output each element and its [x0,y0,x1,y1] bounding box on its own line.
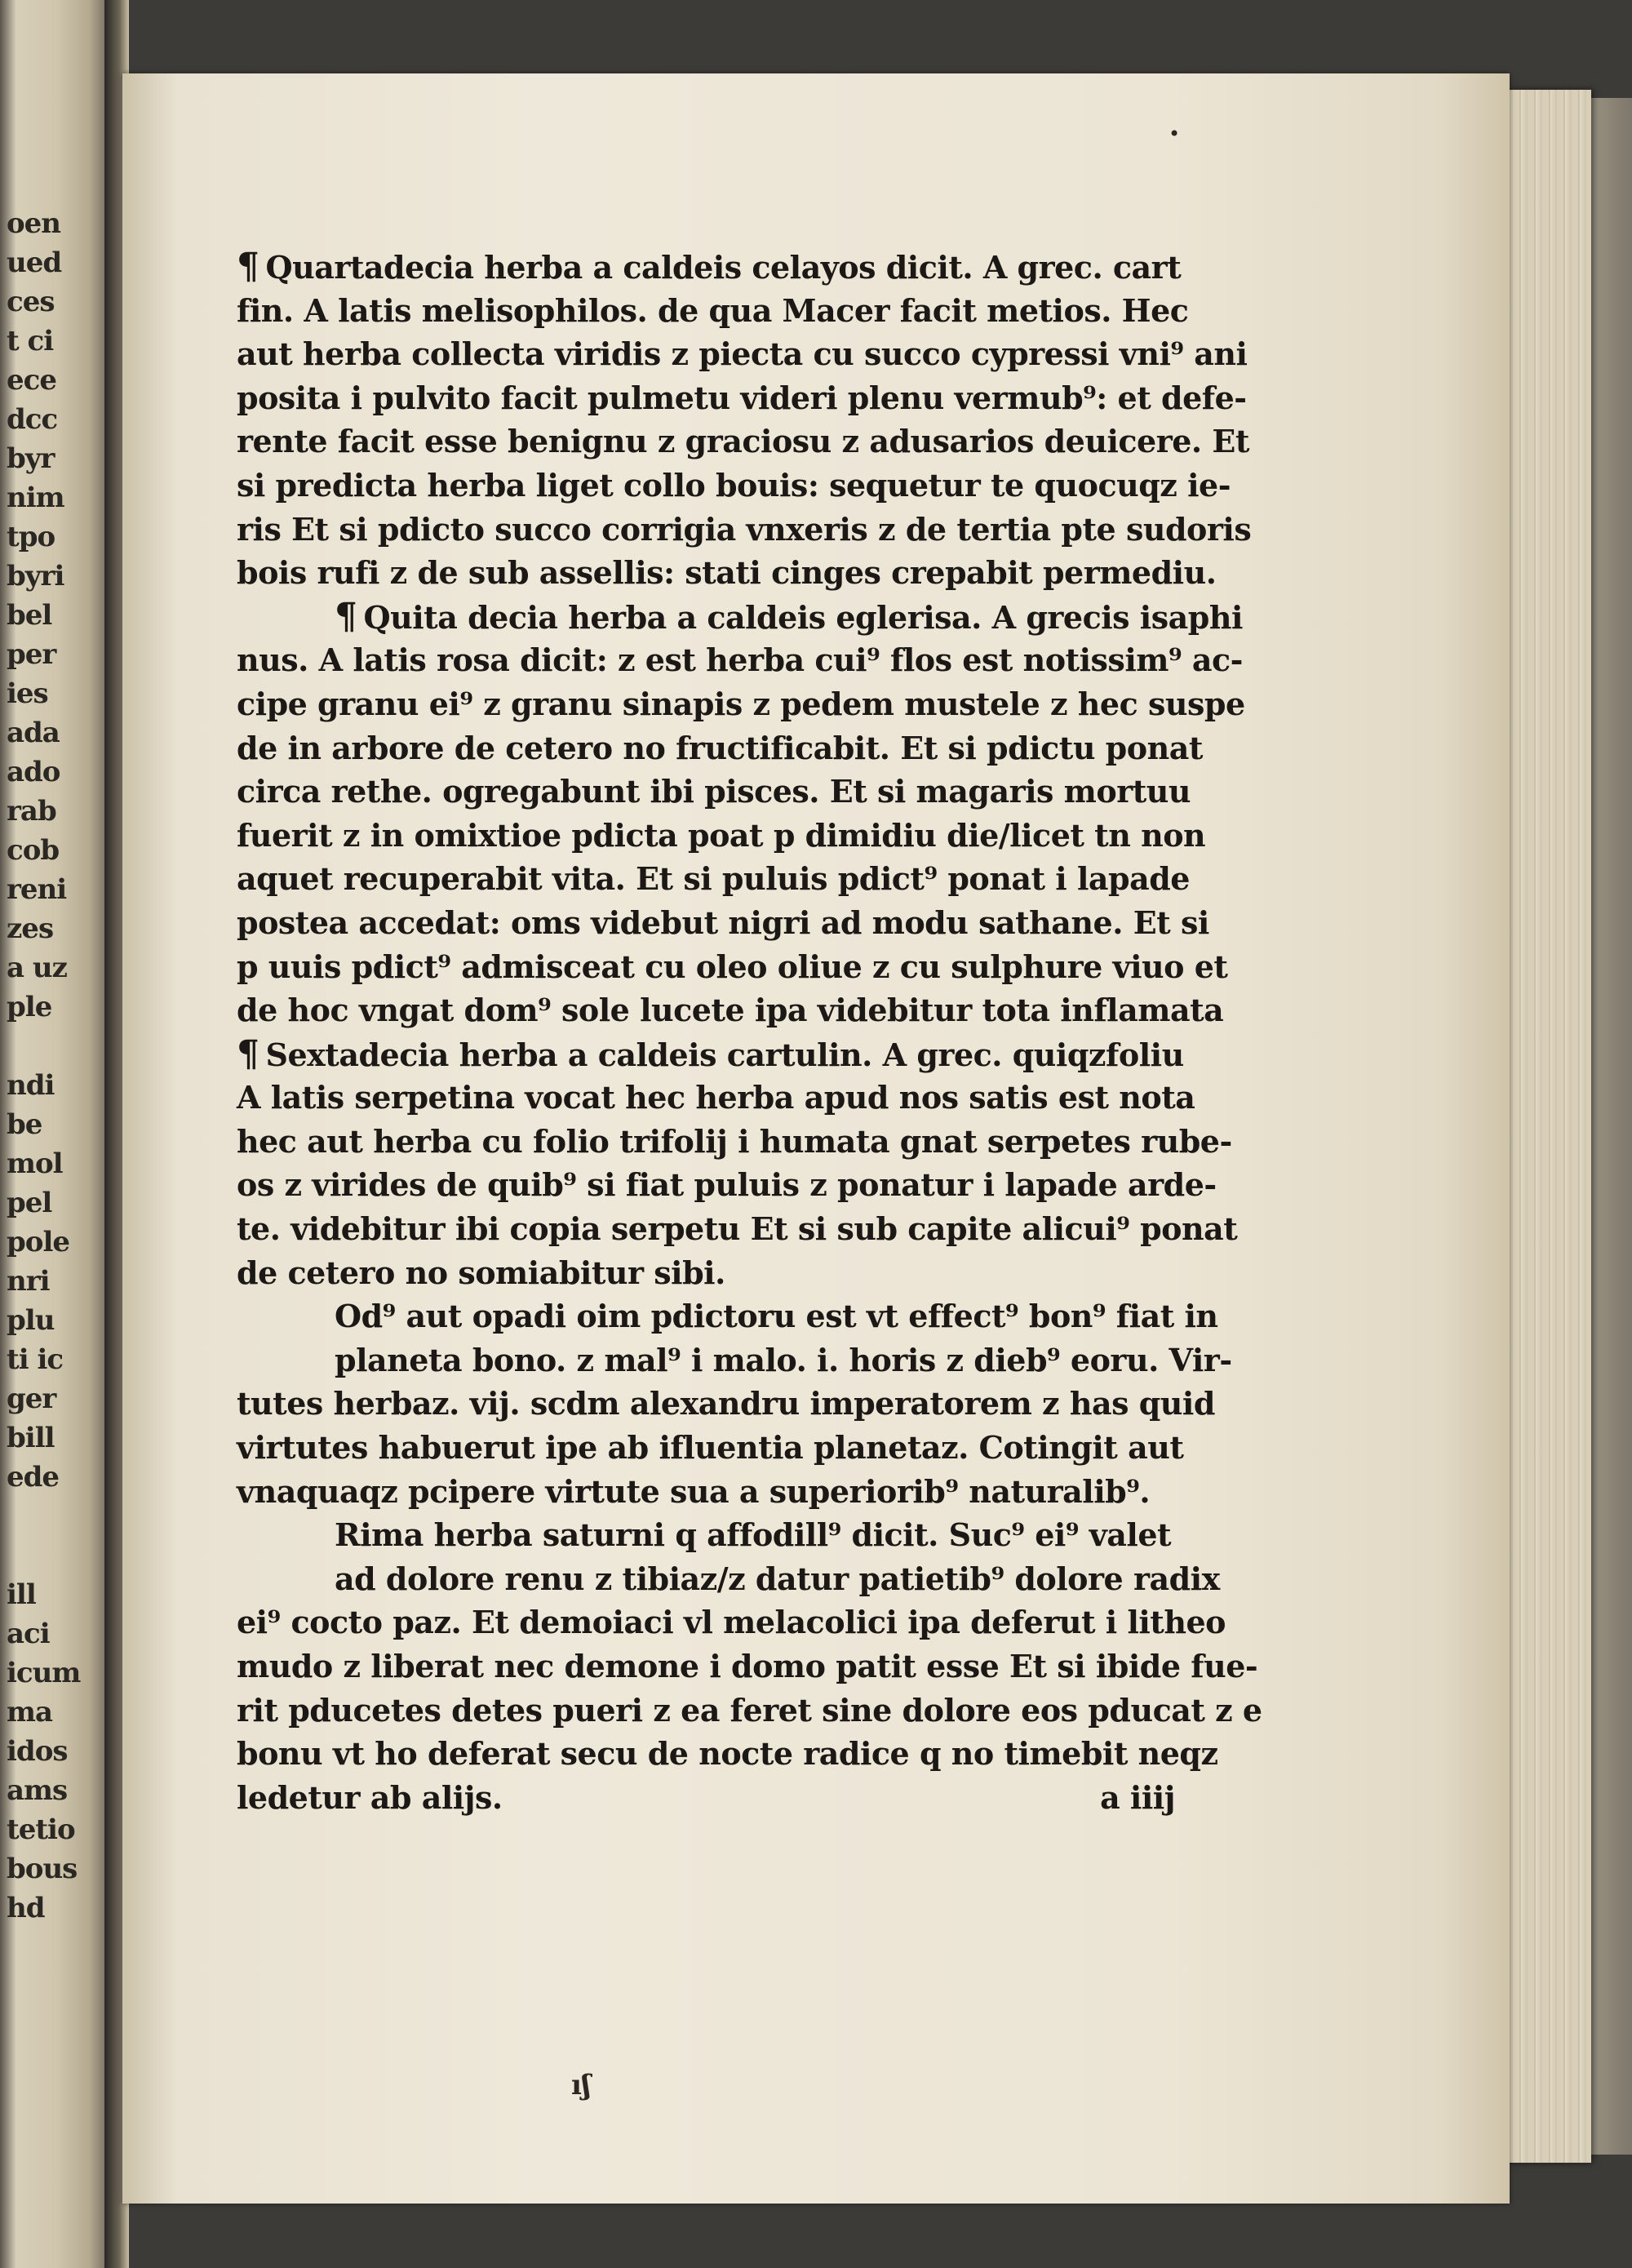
top-page-mark: • [1169,122,1181,145]
text-line [237,1032,1297,1076]
left-fragment-line: ece [7,364,56,397]
text-line [237,1732,1297,1776]
left-fragment-line: tpo [7,521,55,553]
left-fragment-line [7,2006,103,2045]
left-fragment-line: bill [7,1422,55,1454]
text-line [237,1294,1297,1338]
left-fragment-line [7,2045,103,2084]
text-line [237,1557,1297,1601]
left-fragment-line: ada [7,717,60,749]
text-line [237,332,1297,376]
left-fragment-line: pel [7,1187,52,1219]
left-fragment-line [7,1027,103,1066]
left-fragment-line: nim [7,482,64,514]
text-line [237,419,1297,464]
text-line-content: planeta bono. z mal⁹ i malo. i. horis z dieb⁹ eoru. Vir- [335,1341,1232,1378]
text-line [237,245,1297,289]
left-fragment-line: idos [7,1735,68,1768]
left-fragment-line [7,2084,103,2124]
text-line-content: de hoc vngat dom⁹ sole lucete ipa videbitur tota inflamata [237,992,1224,1029]
left-fragment-line: cob [7,834,60,867]
left-fragment-line: ple [7,991,52,1023]
left-fragment-line: dcc [7,403,58,436]
pilcrow-mark: ¶ [335,595,357,637]
text-line-content: circa rethe. ogregabunt ibi pisces. Et si magaris mortuu [237,773,1191,810]
left-fragment-line: ces [7,286,55,318]
left-fragment-line: ger [7,1383,56,1415]
text-line [237,1076,1297,1120]
text-line-content: virtutes habuerut ipe ab ifluentia planetaz. Cotingit aut [237,1429,1184,1467]
text-line-content: cipe granu ei⁹ z granu sinapis z pedem mustele z hec suspe [237,685,1245,722]
text-line-content: si predicta herba liget collo bouis: sequetur te quocuqz ie- [237,466,1231,504]
pilcrow-mark: ¶ [237,246,259,287]
text-line [237,551,1297,595]
text-line [237,376,1297,420]
text-line-content: posita i pulvito facit pulmetu videri plenu vermub⁹: et defe- [237,379,1247,416]
text-line-content: vnaquaqz pcipere virtute sua a superiorib⁹ naturalib⁹. [237,1472,1151,1510]
left-fragment-line: byri [7,560,64,593]
text-line [237,1776,1297,1820]
text-line-content: aut herba collecta viridis z piecta cu succo cypressi vni⁹ ani [237,335,1248,373]
text-line [237,1120,1297,1164]
text-line [237,682,1297,726]
text-line [237,1644,1297,1689]
text-line-content: fuerit z in omixtioe pdicta poat p dimidiu die/licet tn non [237,816,1206,854]
text-line-content: de cetero no somiabitur sibi. [237,1254,725,1291]
text-line-content: bois rufi z de sub assellis: stati cinges crepabit permediu. [237,554,1217,592]
text-line [237,945,1297,989]
left-fragment-line: ies [7,677,48,710]
left-fragment-line [7,1536,103,1575]
text-line [237,638,1297,682]
left-fragment-line: tetio [7,1813,75,1846]
left-fragment-line: ams [7,1774,68,1807]
text-line [237,988,1297,1032]
text-line [237,1600,1297,1644]
left-fragment-line: ede [7,1461,60,1494]
text-line-content: aquet recuperabit vita. Et si puluis pdict⁹ ponat i lapade [237,860,1190,898]
text-line [237,770,1297,814]
text-line-content: ad dolore renu z tibiaz/z datur patietib⁹ dolore radix [335,1560,1220,1597]
left-fragment-line: pole [7,1226,69,1258]
text-line [237,464,1297,508]
text-line [237,1382,1297,1426]
bottom-page-mark: ıʃ [571,2069,592,2102]
text-line-content: bonu vt ho deferat secu de nocte radice q no timebit neqz [237,1735,1218,1773]
left-fragment-line: icum [7,1657,81,1689]
left-fragment-line: byr [7,442,55,475]
left-fragment-line: reni [7,873,67,906]
left-fragment-line: a uz [7,952,67,984]
text-line [237,1251,1297,1295]
left-fragment-line: ma [7,1696,53,1729]
left-fragment-line: ti ic [7,1343,64,1376]
text-line-content: Quartadecia herba a caldeis celayos dicit. A grec. cart [265,249,1182,286]
text-line-content: ris Et si pdicto succo corrigia vnxeris z de tertia pte sudoris [237,510,1252,548]
text-line [237,595,1297,639]
left-fragment-line: ill [7,1578,36,1611]
text-line-content: mudo z liberat nec demone i domo patit esse Et si ibide fue- [237,1648,1258,1684]
left-fragment-line: ued [7,246,62,279]
text-line [237,1470,1297,1514]
text-line-content: tutes herbaz. vij. scdm alexandru imperatorem z has quid [237,1385,1215,1422]
text-line [237,508,1297,552]
left-fragment-line: aci [7,1618,50,1650]
left-fragment-line: bous [7,1853,78,1885]
text-line-content: ledetur ab alijs. [237,1778,503,1816]
text-line-content: nus. A latis rosa dicit: z est herba cui⁹ flos est notissim⁹ ac- [237,641,1243,679]
left-fragment-line: be [7,1108,42,1141]
text-line-content: de in arbore de cetero no fructificabit. Et si pdictu ponat [237,729,1203,766]
left-fragment-line: nri [7,1265,50,1298]
text-line [237,1513,1297,1557]
left-fragment-line: mol [7,1147,63,1180]
signature-mark: a iiij [1100,1778,1175,1816]
page-text-block [237,245,1297,1819]
text-line-content: rente facit esse benignu z graciosu z adusarios deuicere. Et [237,423,1249,460]
text-line-content: hec aut herba cu folio trifolij i humata gnat serpetes rube- [237,1122,1232,1160]
text-line-content: A latis serpetina vocat hec herba apud nos satis est nota [237,1079,1195,1116]
left-fragment-line: oen [7,207,61,240]
text-line [237,1338,1297,1383]
text-line-content: postea accedat: oms videbut nigri ad modu sathane. Et si [237,903,1209,941]
left-fragment-line: ndi [7,1069,55,1102]
text-line-content: Sextadecia herba a caldeis cartulin. A grec. quiqzfoliu [265,1036,1184,1073]
text-line [237,1426,1297,1470]
text-line-content: os z virides de quib⁹ si fiat puluis z ponatur i lapade arde- [237,1166,1217,1204]
left-fragment-line: ado [7,756,60,788]
left-fragment-line [7,1928,103,1967]
text-line-content: Rima herba saturni q affodill⁹ dicit. Suc⁹ ei⁹ valet [335,1516,1172,1554]
left-fragment-line: hd [7,1892,45,1924]
text-line-content: rit pducetes detes pueri z ea feret sine dolore eos pducat z e [237,1691,1262,1729]
text-line [237,857,1297,901]
text-line [237,814,1297,858]
text-line [237,1207,1297,1251]
pilcrow-mark: ¶ [237,1032,259,1075]
text-line [237,1163,1297,1207]
text-line-content: p uuis pdict⁹ admisceat cu oleo oliue z cu sulphure viuo et [237,948,1228,985]
left-fragment-line: zes [7,912,54,945]
text-line-content: Quita decia herba a caldeis eglerisa. A grecis isaphi [363,598,1243,636]
text-line [237,901,1297,945]
left-fragment-line [7,1967,103,2006]
text-line [237,726,1297,770]
text-line-content: te. videbitur ibi copia serpetu Et si sub capite alicui⁹ ponat [237,1210,1238,1248]
text-line-content: Od⁹ aut opadi oim pdictoru est vt effect⁹ bon⁹ fiat in [335,1298,1218,1335]
left-fragment-line: bel [7,599,52,632]
left-fragment-line: t ci [7,325,54,357]
left-fragment-line [7,1497,103,1536]
left-page-text-fragments [7,204,103,1924]
left-fragment-line: per [7,638,56,671]
text-line-content: fin. A latis melisophilos. de qua Macer facit metios. Hec [237,291,1189,329]
left-page-edge [0,0,110,2268]
text-line-content: ei⁹ cocto paz. Et demoiaci vl melacolici ipa deferut i litheo [237,1604,1226,1641]
left-fragment-line: plu [7,1304,55,1337]
text-line [237,1689,1297,1733]
text-line [237,289,1297,333]
left-fragment-line: rab [7,795,56,828]
